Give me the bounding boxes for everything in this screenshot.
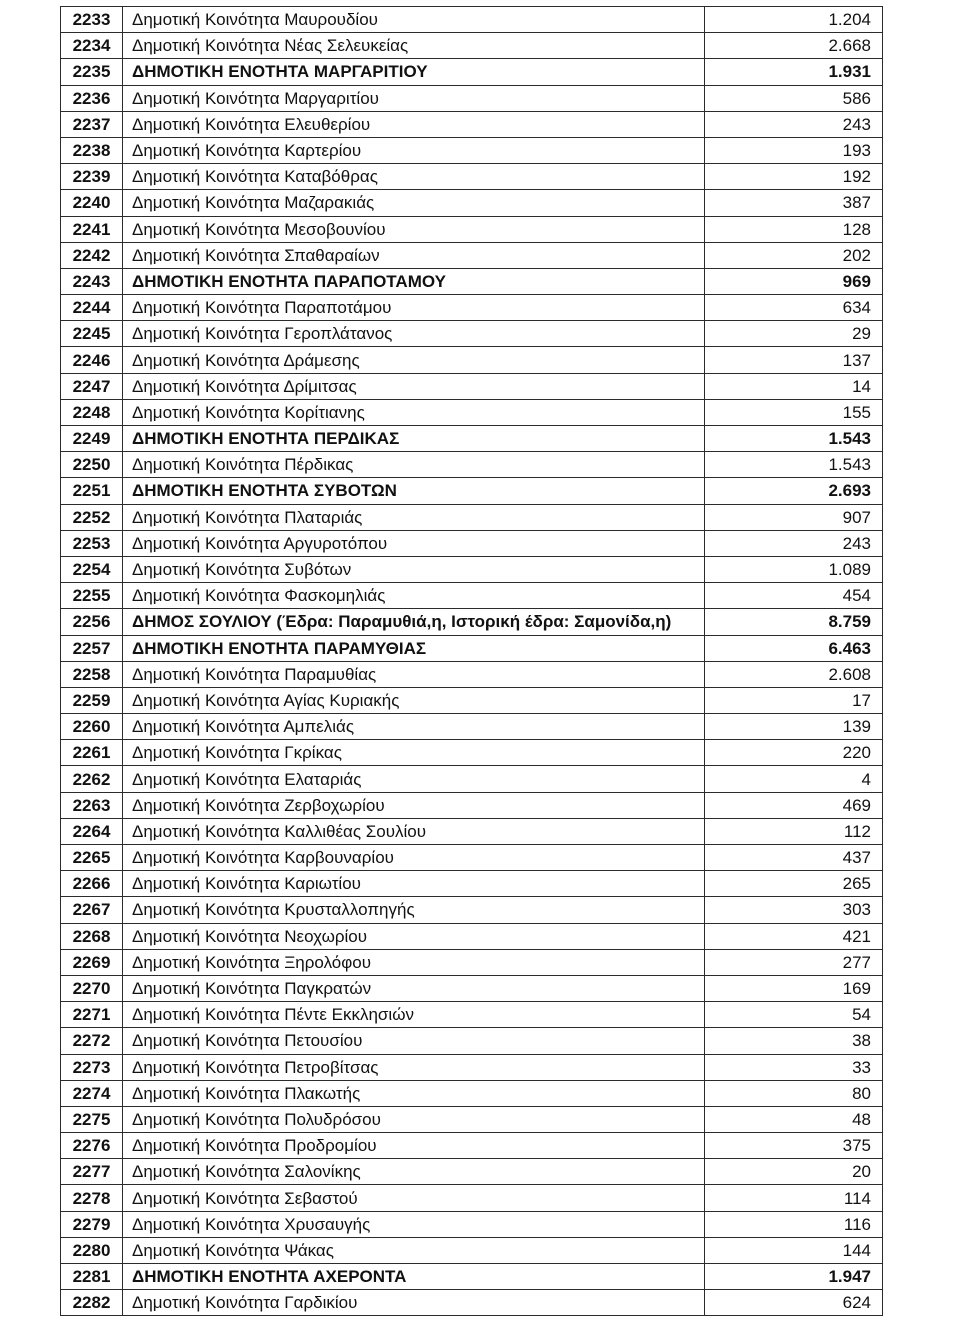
population-value-cell: 116 <box>705 1211 883 1237</box>
row-number-cell: 2253 <box>61 530 123 556</box>
community-name-cell: Δημοτική Κοινότητα Κορίτιανης <box>123 399 705 425</box>
table-row <box>61 1106 883 1132</box>
table-row <box>61 923 883 949</box>
community-name-cell: Δημοτική Κοινότητα Μαζαρακιάς <box>123 190 705 216</box>
population-value-cell: 2.608 <box>705 661 883 687</box>
community-name-cell: Δημοτική Κοινότητα Πέρδικας <box>123 452 705 478</box>
community-name-cell: Δημοτική Κοινότητα Πετροβίτσας <box>123 1054 705 1080</box>
row-number-cell: 2269 <box>61 949 123 975</box>
table-row <box>61 975 883 1001</box>
community-name-cell: Δημοτική Κοινότητα Ελευθερίου <box>123 111 705 137</box>
table-row <box>61 1185 883 1211</box>
row-number-cell: 2245 <box>61 321 123 347</box>
community-name-cell: Δημοτική Κοινότητα Καρβουναρίου <box>123 845 705 871</box>
population-value-cell: 2.693 <box>705 478 883 504</box>
row-number-cell: 2234 <box>61 33 123 59</box>
table-row <box>61 399 883 425</box>
population-value-cell: 437 <box>705 845 883 871</box>
table-row <box>61 556 883 582</box>
table-row <box>61 766 883 792</box>
population-value-cell: 4 <box>705 766 883 792</box>
population-value-cell: 38 <box>705 1028 883 1054</box>
table-row-heading <box>61 635 883 661</box>
row-number-cell: 2275 <box>61 1106 123 1132</box>
population-value-cell: 469 <box>705 792 883 818</box>
population-value-cell: 243 <box>705 530 883 556</box>
row-number-cell: 2264 <box>61 818 123 844</box>
table-row-heading <box>61 268 883 294</box>
row-number-cell: 2249 <box>61 426 123 452</box>
row-number-cell: 2281 <box>61 1264 123 1290</box>
population-value-cell: 220 <box>705 740 883 766</box>
row-number-cell: 2267 <box>61 897 123 923</box>
population-value-cell: 586 <box>705 85 883 111</box>
row-number-cell: 2251 <box>61 478 123 504</box>
community-name-cell: Δημοτική Κοινότητα Γκρίκας <box>123 740 705 766</box>
row-number-cell: 2239 <box>61 164 123 190</box>
community-name-cell: Δημοτική Κοινότητα Μαυρουδίου <box>123 7 705 33</box>
row-number-cell: 2261 <box>61 740 123 766</box>
row-number-cell: 2256 <box>61 609 123 635</box>
population-value-cell: 20 <box>705 1159 883 1185</box>
population-table <box>60 6 883 1316</box>
population-value-cell: 144 <box>705 1237 883 1263</box>
population-value-cell: 387 <box>705 190 883 216</box>
row-number-cell: 2254 <box>61 556 123 582</box>
row-number-cell: 2270 <box>61 975 123 1001</box>
row-number-cell: 2280 <box>61 1237 123 1263</box>
table-row <box>61 295 883 321</box>
table-row <box>61 1211 883 1237</box>
population-value-cell: 169 <box>705 975 883 1001</box>
community-name-cell: ΔΗΜΟΤΙΚΗ ΕΝΟΤΗΤΑ ΠΕΡΔΙΚΑΣ <box>123 426 705 452</box>
row-number-cell: 2257 <box>61 635 123 661</box>
table-row <box>61 1133 883 1159</box>
table-row-heading <box>61 1264 883 1290</box>
population-value-cell: 33 <box>705 1054 883 1080</box>
table-row <box>61 504 883 530</box>
row-number-cell: 2266 <box>61 871 123 897</box>
population-value-cell: 1.543 <box>705 426 883 452</box>
community-name-cell: Δημοτική Κοινότητα Ελαταριάς <box>123 766 705 792</box>
population-value-cell: 421 <box>705 923 883 949</box>
population-value-cell: 454 <box>705 583 883 609</box>
population-value-cell: 14 <box>705 373 883 399</box>
table-row <box>61 845 883 871</box>
community-name-cell: Δημοτική Κοινότητα Αγίας Κυριακής <box>123 687 705 713</box>
table-row <box>61 164 883 190</box>
population-value-cell: 1.947 <box>705 1264 883 1290</box>
population-value-cell: 375 <box>705 1133 883 1159</box>
table-row <box>61 792 883 818</box>
population-value-cell: 1.204 <box>705 7 883 33</box>
population-value-cell: 80 <box>705 1080 883 1106</box>
community-name-cell: ΔΗΜΟΤΙΚΗ ΕΝΟΤΗΤΑ ΑΧΕΡΟΝΤΑ <box>123 1264 705 1290</box>
row-number-cell: 2259 <box>61 687 123 713</box>
table-row <box>61 190 883 216</box>
table-row <box>61 687 883 713</box>
row-number-cell: 2274 <box>61 1080 123 1106</box>
community-name-cell: Δημοτική Κοινότητα Αμπελιάς <box>123 714 705 740</box>
community-name-cell: Δημοτική Κοινότητα Χρυσαυγής <box>123 1211 705 1237</box>
population-value-cell: 1.089 <box>705 556 883 582</box>
population-value-cell: 192 <box>705 164 883 190</box>
community-name-cell: Δημοτική Κοινότητα Μεσοβουνίου <box>123 216 705 242</box>
community-name-cell: Δημοτική Κοινότητα Δράμεσης <box>123 347 705 373</box>
population-value-cell: 139 <box>705 714 883 740</box>
population-value-cell: 1.543 <box>705 452 883 478</box>
row-number-cell: 2265 <box>61 845 123 871</box>
community-name-cell: Δημοτική Κοινότητα Νέας Σελευκείας <box>123 33 705 59</box>
table-body <box>61 7 883 1316</box>
community-name-cell: Δημοτική Κοινότητα Καταβόθρας <box>123 164 705 190</box>
table-row <box>61 1237 883 1263</box>
community-name-cell: ΔΗΜΟΤΙΚΗ ΕΝΟΤΗΤΑ ΣΥΒΟΤΩΝ <box>123 478 705 504</box>
row-number-cell: 2272 <box>61 1028 123 1054</box>
community-name-cell: Δημοτική Κοινότητα Σεβαστού <box>123 1185 705 1211</box>
table-row <box>61 33 883 59</box>
community-name-cell: Δημοτική Κοινότητα Γαρδικίου <box>123 1290 705 1316</box>
population-value-cell: 634 <box>705 295 883 321</box>
population-value-cell: 277 <box>705 949 883 975</box>
table-row <box>61 321 883 347</box>
population-value-cell: 2.668 <box>705 33 883 59</box>
table-row <box>61 661 883 687</box>
table-row <box>61 871 883 897</box>
row-number-cell: 2246 <box>61 347 123 373</box>
table-row <box>61 347 883 373</box>
row-number-cell: 2260 <box>61 714 123 740</box>
population-value-cell: 155 <box>705 399 883 425</box>
row-number-cell: 2244 <box>61 295 123 321</box>
population-value-cell: 6.463 <box>705 635 883 661</box>
community-name-cell: Δημοτική Κοινότητα Κρυσταλλοπηγής <box>123 897 705 923</box>
table-row <box>61 897 883 923</box>
table-row <box>61 818 883 844</box>
population-value-cell: 265 <box>705 871 883 897</box>
population-value-cell: 202 <box>705 242 883 268</box>
table-row <box>61 85 883 111</box>
table-row <box>61 242 883 268</box>
row-number-cell: 2282 <box>61 1290 123 1316</box>
row-number-cell: 2243 <box>61 268 123 294</box>
row-number-cell: 2276 <box>61 1133 123 1159</box>
table-row <box>61 452 883 478</box>
table-row <box>61 1028 883 1054</box>
community-name-cell: Δημοτική Κοινότητα Ψάκας <box>123 1237 705 1263</box>
community-name-cell: Δημοτική Κοινότητα Πολυδρόσου <box>123 1106 705 1132</box>
population-value-cell: 624 <box>705 1290 883 1316</box>
community-name-cell: Δημοτική Κοινότητα Αργυροτόπου <box>123 530 705 556</box>
population-value-cell: 17 <box>705 687 883 713</box>
table-row <box>61 1080 883 1106</box>
table-row <box>61 137 883 163</box>
table-row <box>61 949 883 975</box>
population-value-cell: 303 <box>705 897 883 923</box>
row-number-cell: 2233 <box>61 7 123 33</box>
community-name-cell: Δημοτική Κοινότητα Πέντε Εκκλησιών <box>123 1002 705 1028</box>
community-name-cell: Δημοτική Κοινότητα Μαργαριτίου <box>123 85 705 111</box>
row-number-cell: 2238 <box>61 137 123 163</box>
community-name-cell: ΔΗΜΟΤΙΚΗ ΕΝΟΤΗΤΑ ΜΑΡΓΑΡΙΤΙΟΥ <box>123 59 705 85</box>
population-value-cell: 193 <box>705 137 883 163</box>
community-name-cell: Δημοτική Κοινότητα Ξηρολόφου <box>123 949 705 975</box>
community-name-cell: ΔΗΜΟΤΙΚΗ ΕΝΟΤΗΤΑ ΠΑΡΑΜΥΘΙΑΣ <box>123 635 705 661</box>
population-value-cell: 112 <box>705 818 883 844</box>
community-name-cell: Δημοτική Κοινότητα Πλαταριάς <box>123 504 705 530</box>
row-number-cell: 2255 <box>61 583 123 609</box>
table-row-heading <box>61 59 883 85</box>
community-name-cell: Δημοτική Κοινότητα Πλακωτής <box>123 1080 705 1106</box>
row-number-cell: 2241 <box>61 216 123 242</box>
table-row <box>61 740 883 766</box>
table-row-heading <box>61 426 883 452</box>
community-name-cell: Δημοτική Κοινότητα Παραμυθίας <box>123 661 705 687</box>
population-value-cell: 29 <box>705 321 883 347</box>
community-name-cell: ΔΗΜΟΣ ΣΟΥΛΙΟΥ (Έδρα: Παραμυθιά,η, Ιστορική έδρα: Σαμονίδα,η) <box>123 609 705 635</box>
table-row <box>61 373 883 399</box>
row-number-cell: 2250 <box>61 452 123 478</box>
population-value-cell: 137 <box>705 347 883 373</box>
community-name-cell: ΔΗΜΟΤΙΚΗ ΕΝΟΤΗΤΑ ΠΑΡΑΠΟΤΑΜΟΥ <box>123 268 705 294</box>
table-row-heading <box>61 609 883 635</box>
row-number-cell: 2279 <box>61 1211 123 1237</box>
table-row <box>61 1054 883 1080</box>
row-number-cell: 2268 <box>61 923 123 949</box>
community-name-cell: Δημοτική Κοινότητα Παγκρατών <box>123 975 705 1001</box>
row-number-cell: 2242 <box>61 242 123 268</box>
table-row <box>61 7 883 33</box>
table-row <box>61 1002 883 1028</box>
population-value-cell: 48 <box>705 1106 883 1132</box>
community-name-cell: Δημοτική Κοινότητα Σαλονίκης <box>123 1159 705 1185</box>
table-row <box>61 583 883 609</box>
community-name-cell: Δημοτική Κοινότητα Καριωτίου <box>123 871 705 897</box>
community-name-cell: Δημοτική Κοινότητα Δρίμιτσας <box>123 373 705 399</box>
row-number-cell: 2248 <box>61 399 123 425</box>
table-row <box>61 1290 883 1316</box>
table-row <box>61 111 883 137</box>
row-number-cell: 2258 <box>61 661 123 687</box>
community-name-cell: Δημοτική Κοινότητα Καλλιθέας Σουλίου <box>123 818 705 844</box>
row-number-cell: 2235 <box>61 59 123 85</box>
community-name-cell: Δημοτική Κοινότητα Παραποτάμου <box>123 295 705 321</box>
table-row <box>61 1159 883 1185</box>
row-number-cell: 2263 <box>61 792 123 818</box>
row-number-cell: 2262 <box>61 766 123 792</box>
community-name-cell: Δημοτική Κοινότητα Σπαθαραίων <box>123 242 705 268</box>
community-name-cell: Δημοτική Κοινότητα Φασκομηλιάς <box>123 583 705 609</box>
population-value-cell: 969 <box>705 268 883 294</box>
row-number-cell: 2236 <box>61 85 123 111</box>
community-name-cell: Δημοτική Κοινότητα Συβότων <box>123 556 705 582</box>
community-name-cell: Δημοτική Κοινότητα Πετουσίου <box>123 1028 705 1054</box>
population-value-cell: 1.931 <box>705 59 883 85</box>
table-row-heading <box>61 478 883 504</box>
row-number-cell: 2271 <box>61 1002 123 1028</box>
population-value-cell: 128 <box>705 216 883 242</box>
population-value-cell: 8.759 <box>705 609 883 635</box>
table-row <box>61 714 883 740</box>
table-row <box>61 216 883 242</box>
community-name-cell: Δημοτική Κοινότητα Γεροπλάτανος <box>123 321 705 347</box>
row-number-cell: 2278 <box>61 1185 123 1211</box>
row-number-cell: 2247 <box>61 373 123 399</box>
population-value-cell: 54 <box>705 1002 883 1028</box>
population-value-cell: 114 <box>705 1185 883 1211</box>
population-value-cell: 907 <box>705 504 883 530</box>
row-number-cell: 2273 <box>61 1054 123 1080</box>
community-name-cell: Δημοτική Κοινότητα Καρτερίου <box>123 137 705 163</box>
population-value-cell: 243 <box>705 111 883 137</box>
row-number-cell: 2240 <box>61 190 123 216</box>
table-row <box>61 530 883 556</box>
community-name-cell: Δημοτική Κοινότητα Προδρομίου <box>123 1133 705 1159</box>
row-number-cell: 2277 <box>61 1159 123 1185</box>
community-name-cell: Δημοτική Κοινότητα Ζερβοχωρίου <box>123 792 705 818</box>
row-number-cell: 2252 <box>61 504 123 530</box>
row-number-cell: 2237 <box>61 111 123 137</box>
community-name-cell: Δημοτική Κοινότητα Νεοχωρίου <box>123 923 705 949</box>
